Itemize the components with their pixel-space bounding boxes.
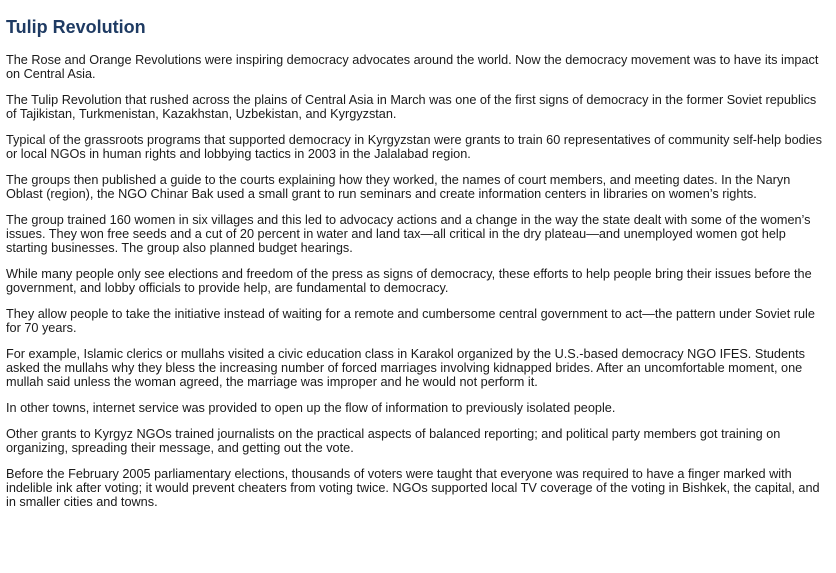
paragraph-9: In other towns, internet service was provided to open up the flow of information to previously isolated people. bbox=[6, 401, 616, 415]
paragraph-1: The Rose and Orange Revolutions were inspiring democracy advocates around the world. Now the democracy movement was to have its impact on Central Asia. bbox=[6, 53, 819, 81]
paragraph-11: Before the February 2005 parliamentary elections, thousands of voters were taught that everyone was required to have a finger marked with indelible ink after voting; it would prevent cheaters from voting twice. NGOs supported local TV coverage of the voting in Bishkek, the capital, and in smaller cities and towns. bbox=[6, 467, 820, 509]
paragraph-4: The groups then published a guide to the courts explaining how they worked, the names of court members, and meeting dates. In the Naryn Oblast (region), the NGO Chinar Bak used a small grant to run seminars and create information centers in libraries on women’s rights. bbox=[6, 173, 791, 201]
paragraph-3: Typical of the grassroots programs that supported democracy in Kyrgyzstan were grants to train 60 representatives of community self-help bodies or local NGOs in human rights and lobbying tactics in 2003 in the Jalalabad region. bbox=[6, 133, 822, 161]
paragraph-2: The Tulip Revolution that rushed across the plains of Central Asia in March was one of the first signs of democracy in the former Soviet republics of Tajikistan, Turkmenistan, Kazakhstan, Uzbekistan, and Kyrgyzstan. bbox=[6, 93, 817, 121]
paragraph-7: They allow people to take the initiative instead of waiting for a remote and cumbersome central government to act—the pattern under Soviet rule for 70 years. bbox=[6, 307, 815, 335]
paragraph-6: While many people only see elections and freedom of the press as signs of democracy, these efforts to help people bring their issues before the government, and lobby officials to provide help, are fundamental to democracy. bbox=[6, 267, 812, 295]
page-title: Tulip Revolution bbox=[6, 17, 146, 37]
paragraph-5: The group trained 160 women in six villages and this led to advocacy actions and a change in the way the state dealt with some of the women’s issues. They won free seeds and a cut of 20 percent in water and land tax—all critical in the dry plateau—and unemployed women got help starting businesses. The group also planned budget hearings. bbox=[6, 213, 811, 255]
paragraph-10: Other grants to Kyrgyz NGOs trained journalists on the practical aspects of balanced reporting; and political party members got training on organizing, spreading their message, and getting out the vote. bbox=[6, 427, 781, 455]
paragraph-8: For example, Islamic clerics or mullahs visited a civic education class in Karakol organized by the U.S.-based democracy NGO IFES. Students asked the mullahs why they bless the increasing number of forced marriages involving kidnapped brides. After an uncomfortable moment, one mullah said unless the woman agreed, the marriage was improper and he would not perform it. bbox=[6, 347, 805, 389]
